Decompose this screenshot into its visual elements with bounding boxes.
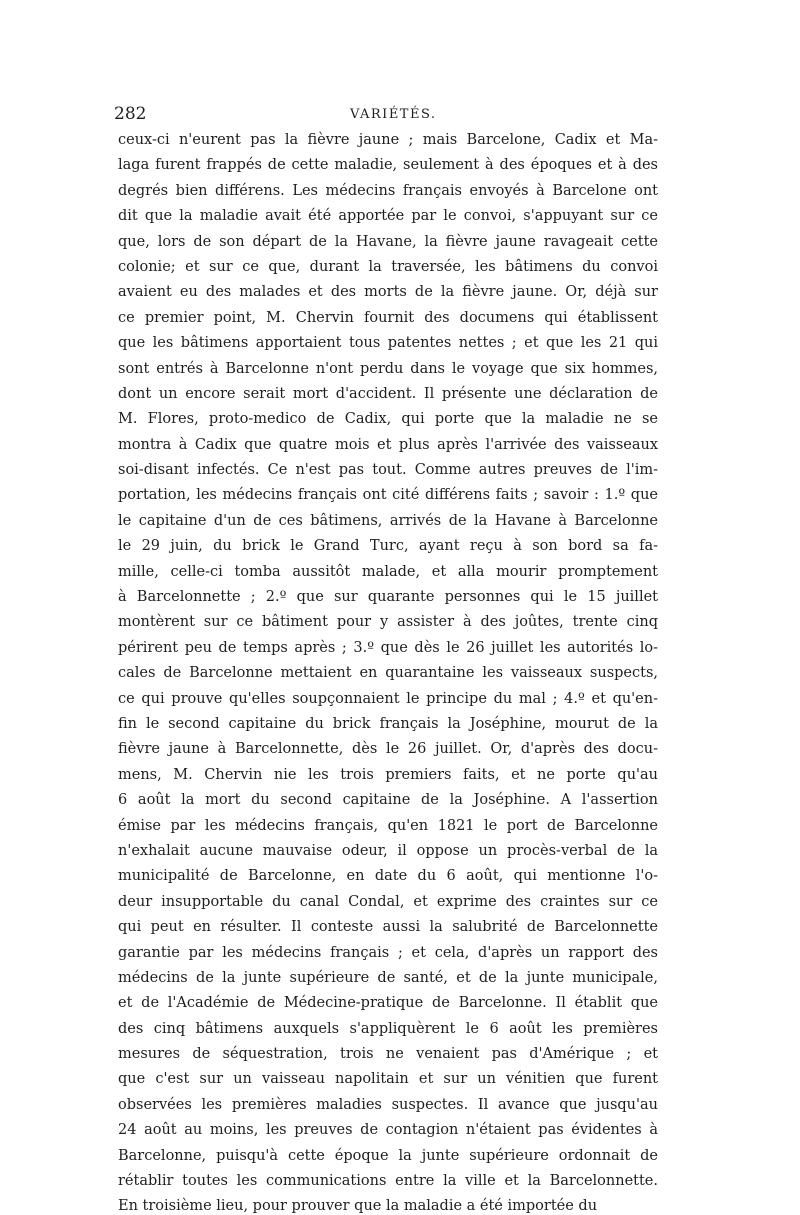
text-line: cales de Barcelonne mettaient en quarantaine les vaisseaux suspects, xyxy=(118,665,658,682)
text-line: M. Flores, proto-medico de Cadix, qui porte que la maladie ne se xyxy=(118,411,658,428)
text-line: périrent peu de temps après ; 3.º que dès le 26 juillet les autorités lo- xyxy=(118,639,658,656)
text-line: ce premier point, M. Chervin fournit des documens qui établissent xyxy=(118,309,658,326)
text-line: que les bâtimens apportaient tous patentes nettes ; et que les 21 qui xyxy=(118,335,658,352)
body-text xyxy=(118,128,658,1215)
text-line: dont un encore serait mort d'accident. Il présente une déclaration de xyxy=(118,385,658,402)
text-line: rétablir toutes les communications entre la ville et la Barcelonnette. xyxy=(118,1173,658,1190)
text-line: observées les premières maladies suspectes. Il avance que jusqu'au xyxy=(118,1096,658,1113)
text-line: degrés bien différens. Les médecins français envoyés à Barcelone ont xyxy=(118,182,658,199)
text-line: avaient eu des malades et des morts de la fièvre jaune. Or, déjà sur xyxy=(118,284,658,301)
text-line: n'exhalait aucune mauvaise odeur, il oppose un procès-verbal de la xyxy=(118,842,658,859)
text-line: le capitaine d'un de ces bâtimens, arrivés de la Havane à Barcelonne xyxy=(118,512,658,529)
text-line: mesures de séquestration, trois ne venaient pas d'Amérique ; et xyxy=(118,1046,658,1063)
text-line: sont entrés à Barcelonne n'ont perdu dans le voyage que six hommes, xyxy=(118,360,658,377)
page-number: 282 xyxy=(114,104,147,124)
text-line: ceux-ci n'eurent pas la fièvre jaune ; mais Barcelone, Cadix et Ma- xyxy=(118,132,658,148)
text-line: municipalité de Barcelonne, en date du 6 août, qui mentionne l'o- xyxy=(118,868,658,885)
text-line: que c'est sur un vaisseau napolitain et sur un vénitien que furent xyxy=(118,1071,658,1088)
text-line: que, lors de son départ de la Havane, la fièvre jaune ravageait cette xyxy=(118,233,658,250)
text-line: des cinq bâtimens auxquels s'appliquèrent le 6 août les premières xyxy=(118,1020,658,1037)
text-line: qui peut en résulter. Il conteste aussi la salubrité de Barcelonnette xyxy=(118,919,658,936)
text-line: mille, celle-ci tomba aussitôt malade, et alla mourir promptement xyxy=(118,563,658,580)
text-line: 24 août au moins, les preuves de contagion n'étaient pas évidentes à xyxy=(118,1122,658,1139)
text-line: soi-disant infectés. Ce n'est pas tout. Comme autres preuves de l'im- xyxy=(118,462,658,479)
text-line: garantie par les médecins français ; et cela, d'après un rapport des xyxy=(118,944,658,961)
text-line: montra à Cadix que quatre mois et plus après l'arrivée des vaisseaux xyxy=(118,436,658,453)
running-head xyxy=(0,104,800,124)
running-title: VARIÉTÉS. xyxy=(350,107,437,122)
text-line: émise par les médecins français, qu'en 1821 le port de Barcelonne xyxy=(118,817,658,834)
text-line: Barcelonne, puisqu'à cette époque la junte supérieure ordonnait de xyxy=(118,1147,658,1164)
text-line: le 29 juin, du brick le Grand Turc, ayant reçu à son bord sa fa- xyxy=(118,538,658,555)
text-line: deur insupportable du canal Condal, et exprime des craintes sur ce xyxy=(118,893,658,910)
text-line: 6 août la mort du second capitaine de la Joséphine. A l'assertion xyxy=(118,792,658,809)
text-line: fin le second capitaine du brick français la Joséphine, mourut de la xyxy=(118,715,658,732)
text-line: En troisième lieu, pour prouver que la maladie a été importée du xyxy=(118,1198,598,1215)
text-line: et de l'Académie de Médecine-pratique de Barcelonne. Il établit que xyxy=(118,995,658,1012)
text-line: mens, M. Chervin nie les trois premiers faits, et ne porte qu'au xyxy=(118,766,658,783)
text-line: dit que la maladie avait été apportée par le convoi, s'appuyant sur ce xyxy=(118,208,658,225)
text-line: ce qui prouve qu'elles soupçonnaient le principe du mal ; 4.º et qu'en- xyxy=(118,690,658,707)
text-line: à Barcelonnette ; 2.º que sur quarante personnes qui le 15 juillet xyxy=(118,589,658,606)
text-line: colonie; et sur ce que, durant la traversée, les bâtimens du convoi xyxy=(118,258,658,275)
text-line: montèrent sur ce bâtiment pour y assister à des joûtes, trente cinq xyxy=(118,614,658,631)
text-line: médecins de la junte supérieure de santé, et de la junte municipale, xyxy=(118,969,658,986)
text-line: laga furent frappés de cette maladie, seulement à des époques et à des xyxy=(118,157,658,174)
text-line: fièvre jaune à Barcelonnette, dès le 26 juillet. Or, d'après des docu- xyxy=(118,741,658,758)
text-line: portation, les médecins français ont cité différens faits ; savoir : 1.º que xyxy=(118,487,658,504)
